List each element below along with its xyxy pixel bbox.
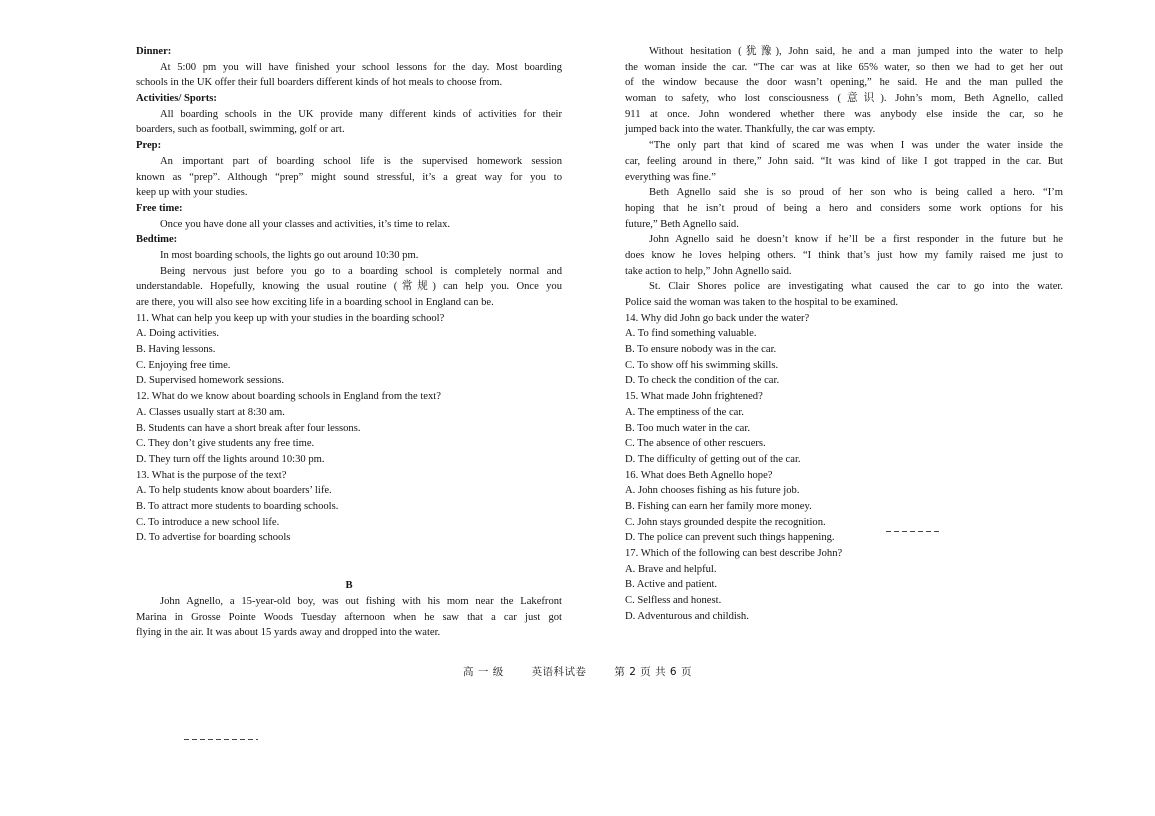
text-line: of the window because the door wasn’t opening,” he said. He and the man pulled the bbox=[625, 77, 1063, 89]
text-line: John Agnello, a 15-year-old boy, was out fishing with his mom near the Lakefront bbox=[160, 596, 562, 607]
answer-option: C. Enjoying free time. bbox=[136, 359, 231, 371]
answer-option: D. They turn off the lights around 10:30 pm. bbox=[136, 453, 325, 465]
text-line: Beth Agnello said she is so proud of her son who is being called a hero. “I’m bbox=[649, 187, 1063, 199]
section-heading: Activities/ Sports: bbox=[136, 93, 217, 105]
text-line: In most boarding schools, the lights go out around 10:30 pm. bbox=[160, 249, 419, 261]
section-title-b: B bbox=[345, 580, 353, 591]
answer-option: D. Adventurous and childish. bbox=[625, 610, 749, 622]
text-line: Without hesitation (犹豫), John said, he and a man jumped into the water to help bbox=[649, 46, 1063, 57]
answer-option: B. Having lessons. bbox=[136, 344, 216, 356]
page-footer bbox=[0, 664, 1155, 679]
text-line: Once you have done all your classes and activities, it’s time to relax. bbox=[160, 218, 451, 230]
footer-subject: 英语科试卷 bbox=[531, 666, 587, 678]
text-line: known as “prep”. Although “prep” might sound stressful, it’s a great way for you to bbox=[136, 171, 562, 183]
text-line: everything was fine.” bbox=[625, 171, 716, 183]
answer-option: B. Active and patient. bbox=[625, 579, 718, 591]
text-line: schools in the UK offer their full boarders different kinds of hot meals to choose from. bbox=[136, 77, 503, 89]
text-line: 911 at once. John wondered whether there was anybody else inside the car, so he bbox=[625, 108, 1063, 120]
answer-option: B. Fishing can earn her family more money. bbox=[625, 500, 812, 512]
scan-mark bbox=[184, 739, 258, 740]
answer-option: D. To check the condition of the car. bbox=[625, 375, 780, 387]
answer-option: A. To find something valuable. bbox=[625, 328, 757, 340]
answer-option: D. To advertise for boarding schools bbox=[136, 532, 291, 544]
scan-mark bbox=[886, 531, 942, 532]
answer-option: D. The difficulty of getting out of the car. bbox=[625, 453, 801, 465]
text-line: Police said the woman was taken to the hospital to be examined. bbox=[625, 297, 899, 308]
answer-option: B. Students can have a short break after four lessons. bbox=[136, 422, 361, 434]
text-line: 14. Why did John go back under the water? bbox=[625, 312, 810, 324]
text-line: woman to safety, who lost consciousness (意识). John’s mom, Beth Agnello, called bbox=[625, 93, 1063, 105]
footer-page-number: 第 2 页 共 6 页 bbox=[614, 666, 692, 678]
text-line: 16. What does Beth Agnello hope? bbox=[625, 469, 773, 481]
answer-option: A. Classes usually start at 8:30 am. bbox=[136, 406, 285, 418]
answer-option: A. The emptiness of the car. bbox=[625, 406, 744, 418]
text-line: understandable. Hopefully, knowing the usual routine (常规) can help you. Once you bbox=[136, 281, 562, 293]
answer-option: C. To introduce a new school life. bbox=[136, 516, 280, 528]
answer-option: A. Brave and helpful. bbox=[625, 563, 717, 575]
answer-option: A. Doing activities. bbox=[136, 328, 219, 340]
answer-option: B. Too much water in the car. bbox=[625, 422, 750, 434]
text-line: St. Clair Shores police are investigating what caused the car to go into the water. bbox=[649, 281, 1063, 293]
answer-option: C. They don’t give students any free time. bbox=[136, 438, 315, 450]
answer-option: C. Selfless and honest. bbox=[625, 595, 722, 607]
answer-option: B. To ensure nobody was in the car. bbox=[625, 344, 777, 356]
text-line: 13. What is the purpose of the text? bbox=[136, 469, 287, 481]
section-gap bbox=[136, 546, 562, 578]
text-line: flying in the air. It was about 15 yards away and dropped into the water. bbox=[136, 627, 441, 639]
text-line: boarders, such as football, swimming, golf or art. bbox=[136, 124, 345, 136]
answer-option: B. To attract more students to boarding schools. bbox=[136, 500, 339, 512]
right-column bbox=[625, 44, 1063, 624]
left-column bbox=[136, 44, 562, 641]
answer-option: D. The police can prevent such things happening. bbox=[625, 532, 835, 544]
text-line: 12. What do we know about boarding schools in England from the text? bbox=[136, 391, 441, 403]
text-line: future,” Beth Agnello said. bbox=[625, 218, 739, 230]
text-line: An important part of boarding school life is the supervised homework session bbox=[160, 155, 562, 167]
text-line: 15. What made John frightened? bbox=[625, 391, 763, 403]
answer-option: C. John stays grounded despite the recognition. bbox=[625, 516, 826, 528]
text-line: 11. What can help you keep up with your studies in the boarding school? bbox=[136, 312, 445, 324]
section-heading: Free time: bbox=[136, 202, 183, 214]
text-line: “The only part that kind of scared me was when I was under the water inside the bbox=[649, 140, 1063, 152]
text-line: At 5:00 pm you will have finished your school lessons for the day. Most boarding bbox=[160, 61, 562, 73]
text-line: Being nervous just before you go to a boarding school is completely normal and bbox=[160, 265, 562, 277]
text-line: keep up with your studies. bbox=[136, 187, 248, 199]
answer-option: D. Supervised homework sessions. bbox=[136, 375, 285, 387]
text-line: jumped back into the water. Thankfully, the car was empty. bbox=[625, 124, 876, 136]
text-line: hoping that he isn’t proud of being a hero and considers some work options for his bbox=[625, 202, 1063, 214]
text-line: does know he loves helping others. “I think that’s just how my family raised me just to bbox=[625, 249, 1063, 261]
section-heading: Dinner: bbox=[136, 46, 172, 57]
text-line: All boarding schools in the UK provide many different kinds of activities for their bbox=[160, 108, 562, 120]
text-line: Marina in Grosse Pointe Woods Tuesday afternoon when he saw that a car just got bbox=[136, 611, 562, 623]
answer-option: C. To show off his swimming skills. bbox=[625, 359, 779, 371]
answer-option: C. The absence of other rescuers. bbox=[625, 438, 766, 450]
footer-grade: 高 一 级 bbox=[463, 666, 504, 678]
text-line: John Agnello said he doesn’t know if he’ll be a first responder in the future but he bbox=[649, 234, 1063, 246]
text-line: the woman inside the car. “The car was at like 65% water, so then we had to get her out bbox=[625, 61, 1063, 73]
text-line: car, feeling around in there,” John said. “It was kind of like I got trapped in the car. But bbox=[625, 155, 1063, 167]
section-heading: Prep: bbox=[136, 140, 162, 152]
text-line: are there, you will also see how exciting life in a boarding school in England can be. bbox=[136, 297, 494, 308]
text-line: 17. Which of the following can best describe John? bbox=[625, 548, 843, 559]
section-heading: Bedtime: bbox=[136, 234, 178, 246]
text-line: take action to help,” John Agnello said. bbox=[625, 265, 792, 277]
answer-option: A. John chooses fishing as his future job. bbox=[625, 485, 800, 497]
answer-option: A. To help students know about boarders’ life. bbox=[136, 485, 332, 497]
